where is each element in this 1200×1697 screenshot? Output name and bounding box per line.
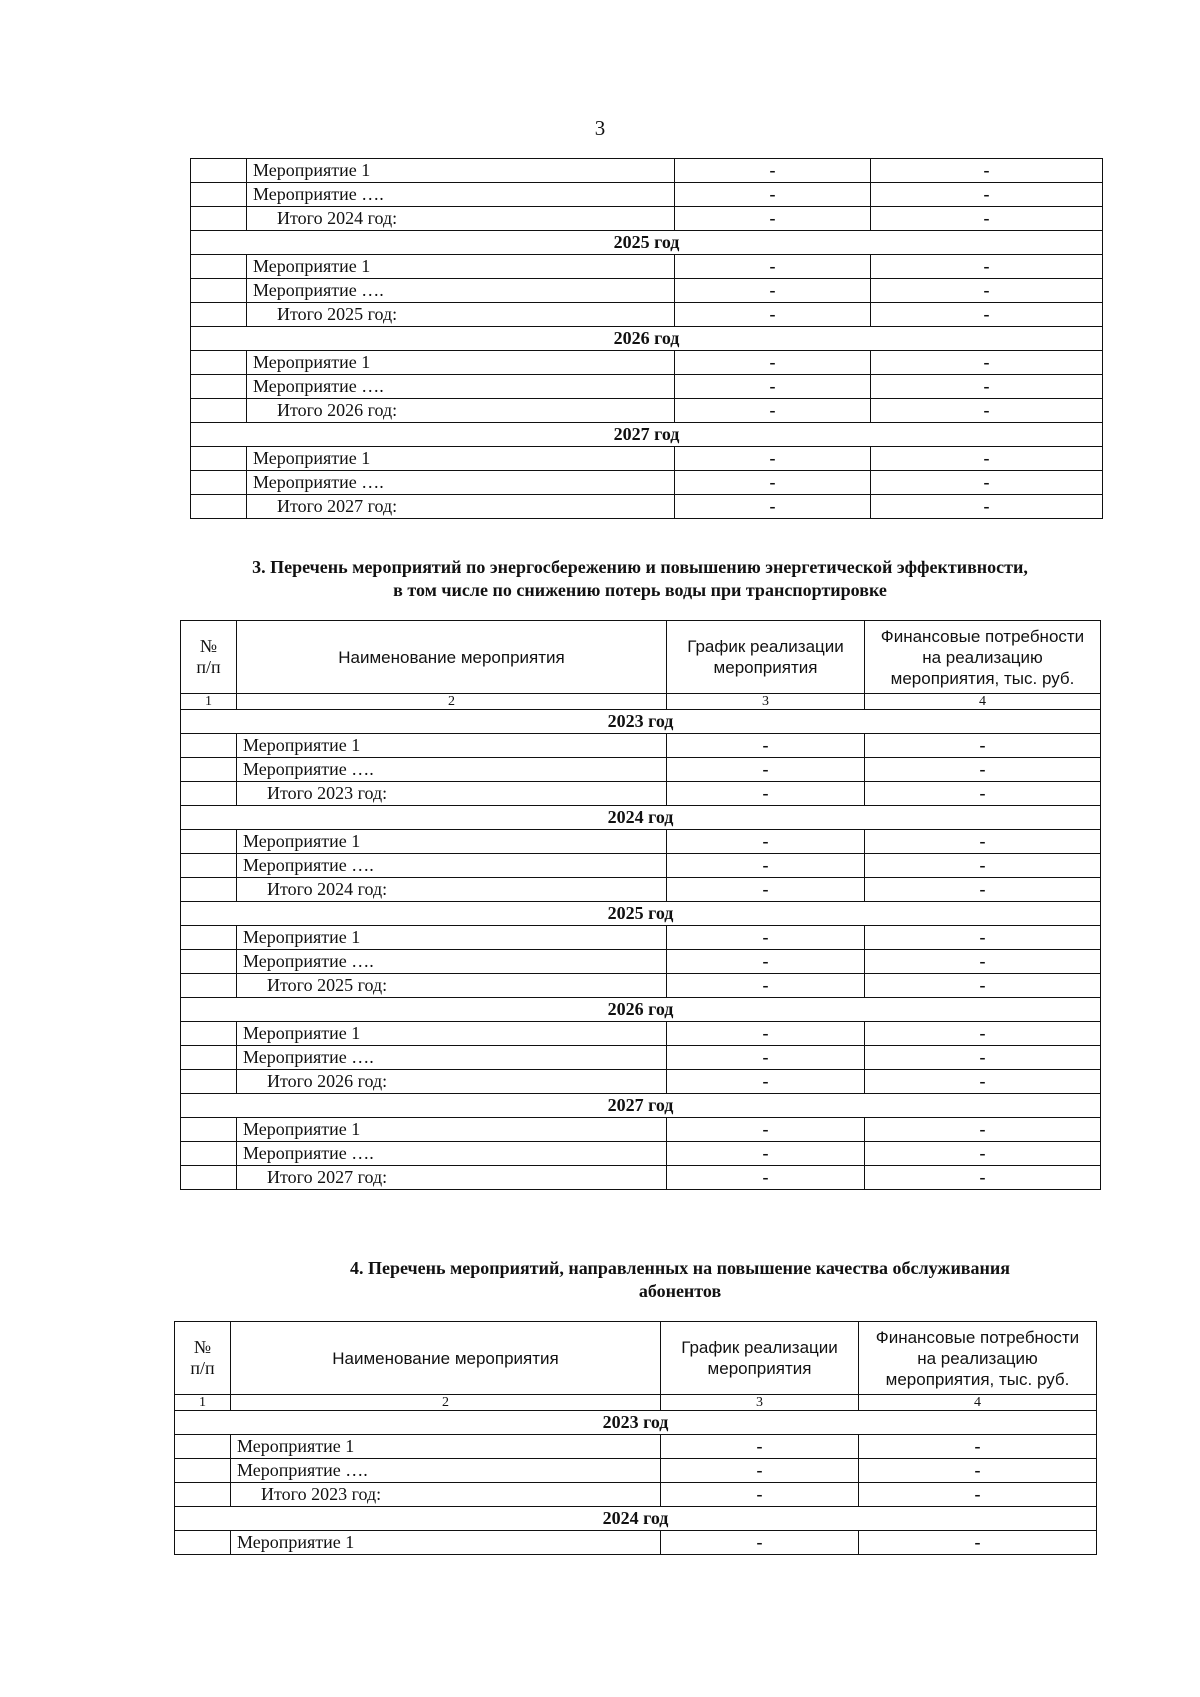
measure-name: Мероприятие 1	[247, 159, 675, 183]
row-number-cell	[191, 399, 247, 423]
finance-cell: -	[871, 447, 1103, 471]
table-row	[181, 926, 1101, 950]
total-row	[181, 782, 1101, 806]
measure-name: Мероприятие 1	[237, 734, 667, 758]
table-row	[191, 375, 1103, 399]
measure-name: Мероприятие 1	[231, 1531, 661, 1555]
measure-name: Мероприятие 1	[247, 447, 675, 471]
finance-cell: -	[865, 1046, 1101, 1070]
schedule-cell: -	[667, 974, 865, 998]
measure-name: Мероприятие ….	[237, 1142, 667, 1166]
row-number-cell	[181, 782, 237, 806]
finance-cell: -	[871, 375, 1103, 399]
total-row	[181, 878, 1101, 902]
row-number-cell	[191, 351, 247, 375]
finance-cell: -	[865, 878, 1101, 902]
total-row	[191, 399, 1103, 423]
table-row	[191, 447, 1103, 471]
year-row	[181, 998, 1101, 1022]
table-row	[181, 950, 1101, 974]
schedule-cell: -	[675, 159, 871, 183]
column-index-cell: 4	[865, 694, 1101, 710]
year-heading: 2027 год	[191, 423, 1103, 447]
year-row	[181, 710, 1101, 734]
column-index-cell: 1	[175, 1395, 231, 1411]
schedule-cell: -	[667, 854, 865, 878]
row-number-cell	[181, 854, 237, 878]
finance-cell: -	[871, 159, 1103, 183]
table-row	[175, 1531, 1097, 1555]
year-heading: 2023 год	[181, 710, 1101, 734]
row-number-cell	[181, 1070, 237, 1094]
measure-name: Мероприятие ….	[237, 1046, 667, 1070]
section-3-title-line-1: 3. Перечень мероприятий по энергосбережению и повышению энергетической эффективности,	[252, 557, 1028, 577]
table-row	[181, 830, 1101, 854]
total-label: Итого 2024 год:	[247, 207, 675, 231]
row-number-cell	[181, 974, 237, 998]
year-row	[175, 1411, 1097, 1435]
finance-cell: -	[865, 782, 1101, 806]
total-row	[191, 495, 1103, 519]
row-number-cell	[191, 447, 247, 471]
schedule-cell: -	[661, 1531, 859, 1555]
column-index-cell: 3	[667, 694, 865, 710]
header-schedule: График реализации мероприятия	[667, 621, 865, 694]
total-label: Итого 2027 год:	[247, 495, 675, 519]
schedule-cell: -	[667, 878, 865, 902]
schedule-cell: -	[675, 279, 871, 303]
column-index-row	[175, 1395, 1097, 1411]
measure-name: Мероприятие ….	[231, 1459, 661, 1483]
row-number-cell	[191, 303, 247, 327]
year-row	[181, 902, 1101, 926]
table-row	[191, 183, 1103, 207]
finance-cell: -	[871, 399, 1103, 423]
row-number-cell	[181, 1022, 237, 1046]
total-row	[175, 1483, 1097, 1507]
table-row	[175, 1459, 1097, 1483]
total-label: Итого 2026 год:	[247, 399, 675, 423]
year-row	[191, 231, 1103, 255]
measure-name: Мероприятие 1	[247, 255, 675, 279]
section-3-title	[160, 556, 1120, 602]
finance-cell: -	[871, 303, 1103, 327]
measure-name: Мероприятие 1	[237, 1118, 667, 1142]
schedule-cell: -	[667, 950, 865, 974]
measure-name: Мероприятие 1	[237, 926, 667, 950]
finance-cell: -	[865, 734, 1101, 758]
total-row	[191, 303, 1103, 327]
total-row	[181, 1166, 1101, 1190]
measure-name: Мероприятие 1	[237, 830, 667, 854]
schedule-cell: -	[667, 1070, 865, 1094]
table-row	[181, 1118, 1101, 1142]
row-number-cell	[191, 159, 247, 183]
section-3-title-line-2: в том числе по снижению потерь воды при транспортировке	[393, 580, 887, 600]
row-number-cell	[191, 207, 247, 231]
row-number-cell	[191, 471, 247, 495]
finance-cell: -	[865, 758, 1101, 782]
schedule-cell: -	[661, 1483, 859, 1507]
row-number-cell	[181, 950, 237, 974]
year-row	[191, 423, 1103, 447]
row-number-cell	[191, 279, 247, 303]
measure-name: Мероприятие 1	[247, 351, 675, 375]
column-index-cell: 2	[231, 1395, 661, 1411]
total-row	[191, 207, 1103, 231]
row-number-cell	[181, 878, 237, 902]
header-finance: Финансовые потребности на реализацию мероприятия, тыс. руб.	[865, 621, 1101, 694]
header-schedule: График реализации мероприятия	[661, 1322, 859, 1395]
year-heading: 2024 год	[175, 1507, 1097, 1531]
year-row	[191, 327, 1103, 351]
row-number-cell	[181, 758, 237, 782]
measure-name: Мероприятие ….	[247, 471, 675, 495]
row-number-cell	[181, 926, 237, 950]
total-label: Итого 2024 год:	[237, 878, 667, 902]
table-row	[181, 854, 1101, 878]
total-label: Итого 2026 год:	[237, 1070, 667, 1094]
header-name: Наименование мероприятия	[237, 621, 667, 694]
header-row	[175, 1322, 1097, 1395]
row-number-cell	[175, 1531, 231, 1555]
measure-name: Мероприятие ….	[247, 375, 675, 399]
schedule-cell: -	[675, 207, 871, 231]
finance-cell: -	[871, 471, 1103, 495]
finance-cell: -	[865, 974, 1101, 998]
page-number: 3	[594, 116, 606, 140]
row-number-cell	[191, 183, 247, 207]
schedule-cell: -	[675, 495, 871, 519]
year-heading: 2027 год	[181, 1094, 1101, 1118]
table-row	[181, 1046, 1101, 1070]
finance-cell: -	[865, 1118, 1101, 1142]
finance-cell: -	[865, 1142, 1101, 1166]
header-number: № п/п	[175, 1322, 231, 1395]
year-heading: 2025 год	[181, 902, 1101, 926]
year-heading: 2024 год	[181, 806, 1101, 830]
finance-cell: -	[871, 183, 1103, 207]
column-index-row	[181, 694, 1101, 710]
finance-cell: -	[871, 255, 1103, 279]
finance-cell: -	[859, 1435, 1097, 1459]
section-4-title	[290, 1257, 1070, 1303]
table-row	[191, 279, 1103, 303]
measure-name: Мероприятие ….	[237, 758, 667, 782]
section-4-title-line-2: абонентов	[638, 1281, 722, 1301]
header-name: Наименование мероприятия	[231, 1322, 661, 1395]
finance-cell: -	[865, 1166, 1101, 1190]
table-row	[191, 471, 1103, 495]
finance-cell: -	[871, 351, 1103, 375]
schedule-cell: -	[667, 830, 865, 854]
row-number-cell	[181, 1046, 237, 1070]
header-row	[181, 621, 1101, 694]
schedule-cell: -	[667, 1118, 865, 1142]
schedule-cell: -	[661, 1435, 859, 1459]
finance-cell: -	[865, 854, 1101, 878]
total-row	[181, 974, 1101, 998]
schedule-cell: -	[667, 734, 865, 758]
table-row	[181, 1142, 1101, 1166]
row-number-cell	[181, 1118, 237, 1142]
table-row	[181, 734, 1101, 758]
measure-name: Мероприятие 1	[231, 1435, 661, 1459]
schedule-cell: -	[667, 1142, 865, 1166]
header-number: № п/п	[181, 621, 237, 694]
schedule-cell: -	[675, 447, 871, 471]
finance-cell: -	[859, 1531, 1097, 1555]
schedule-cell: -	[675, 255, 871, 279]
total-label: Итого 2027 год:	[237, 1166, 667, 1190]
year-heading: 2026 год	[181, 998, 1101, 1022]
schedule-cell: -	[667, 758, 865, 782]
column-index-cell: 3	[661, 1395, 859, 1411]
row-number-cell	[181, 1142, 237, 1166]
measure-name: Мероприятие ….	[237, 950, 667, 974]
schedule-cell: -	[667, 782, 865, 806]
row-number-cell	[191, 255, 247, 279]
row-number-cell	[181, 1166, 237, 1190]
total-label: Итого 2025 год:	[237, 974, 667, 998]
year-heading: 2026 год	[191, 327, 1103, 351]
year-heading: 2023 год	[175, 1411, 1097, 1435]
header-finance: Финансовые потребности на реализацию мероприятия, тыс. руб.	[859, 1322, 1097, 1395]
table-row	[191, 351, 1103, 375]
finance-cell: -	[871, 207, 1103, 231]
finance-cell: -	[859, 1483, 1097, 1507]
row-number-cell	[175, 1459, 231, 1483]
measure-name: Мероприятие ….	[237, 854, 667, 878]
schedule-cell: -	[667, 1022, 865, 1046]
energy-saving-measures-table	[180, 620, 1101, 1190]
column-index-cell: 4	[859, 1395, 1097, 1411]
finance-cell: -	[865, 926, 1101, 950]
schedule-cell: -	[675, 183, 871, 207]
schedule-cell: -	[675, 399, 871, 423]
schedule-cell: -	[675, 303, 871, 327]
schedule-cell: -	[675, 471, 871, 495]
finance-cell: -	[865, 830, 1101, 854]
column-index-cell: 2	[237, 694, 667, 710]
table-row	[175, 1435, 1097, 1459]
section-4-title-line-1: 4. Перечень мероприятий, направленных на повышение качества обслуживания	[349, 1258, 1011, 1278]
row-number-cell	[191, 495, 247, 519]
total-label: Итого 2023 год:	[231, 1483, 661, 1507]
table-row	[181, 1022, 1101, 1046]
measure-name: Мероприятие ….	[247, 183, 675, 207]
year-row	[181, 1094, 1101, 1118]
measure-name: Мероприятие ….	[247, 279, 675, 303]
schedule-cell: -	[675, 351, 871, 375]
finance-cell: -	[871, 279, 1103, 303]
schedule-cell: -	[667, 1046, 865, 1070]
measure-name: Мероприятие 1	[237, 1022, 667, 1046]
finance-cell: -	[865, 1022, 1101, 1046]
year-row	[175, 1507, 1097, 1531]
measures-table-continued	[190, 158, 1103, 519]
finance-cell: -	[859, 1459, 1097, 1483]
table-row	[191, 255, 1103, 279]
year-heading: 2025 год	[191, 231, 1103, 255]
row-number-cell	[175, 1435, 231, 1459]
table-row	[181, 758, 1101, 782]
column-index-cell: 1	[181, 694, 237, 710]
schedule-cell: -	[675, 375, 871, 399]
schedule-cell: -	[667, 1166, 865, 1190]
table-row	[191, 159, 1103, 183]
total-row	[181, 1070, 1101, 1094]
row-number-cell	[191, 375, 247, 399]
schedule-cell: -	[661, 1459, 859, 1483]
total-label: Итого 2023 год:	[237, 782, 667, 806]
schedule-cell: -	[667, 926, 865, 950]
year-row	[181, 806, 1101, 830]
service-quality-measures-table	[174, 1321, 1097, 1555]
finance-cell: -	[865, 950, 1101, 974]
finance-cell: -	[865, 1070, 1101, 1094]
row-number-cell	[181, 734, 237, 758]
finance-cell: -	[871, 495, 1103, 519]
row-number-cell	[175, 1483, 231, 1507]
row-number-cell	[181, 830, 237, 854]
total-label: Итого 2025 год:	[247, 303, 675, 327]
